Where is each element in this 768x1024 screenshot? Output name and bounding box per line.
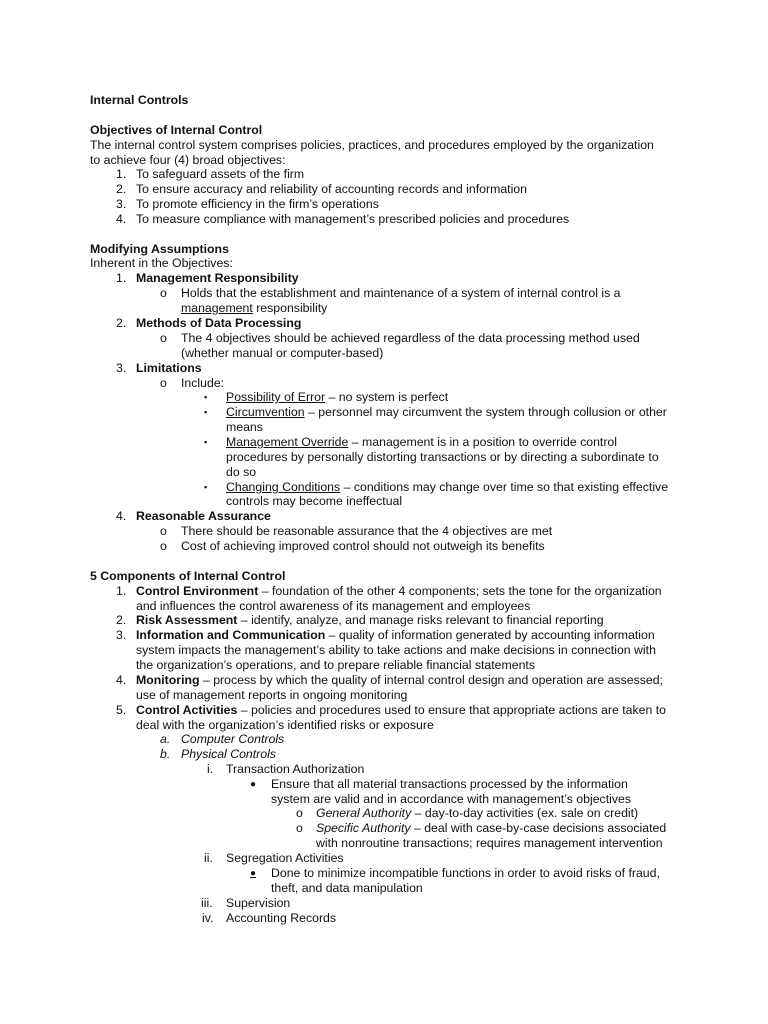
authority-title: Specific Authority <box>316 821 411 835</box>
section-heading-components: 5 Components of Internal Control <box>90 569 286 583</box>
component-item <box>136 613 604 628</box>
bullet-item: Ensure that all material transactions processed by the information <box>271 777 628 791</box>
list-item: To measure compliance with management’s prescribed policies and procedures <box>136 212 570 226</box>
list-number: 2. <box>116 613 127 627</box>
section-heading-objectives: Objectives of Internal Control <box>90 123 263 137</box>
underlined-term: Circumvention <box>226 405 305 419</box>
list-item-title: Methods of Data Processing <box>136 316 302 330</box>
alpha-marker: a. <box>160 732 171 746</box>
limitation-text: – management is in a position to override control <box>348 435 617 449</box>
list-number: 3. <box>116 628 127 642</box>
limitation-text: – conditions may change over time so that existing effective <box>340 480 669 494</box>
component-cont: deal with the organization’s identified risks or exposure <box>136 718 434 732</box>
sub-item: Cost of achieving improved control should not outweigh its benefits <box>181 539 545 553</box>
limitation-item <box>226 435 617 450</box>
circle-bullet: o <box>296 821 303 835</box>
list-item-title: Management Responsibility <box>136 271 299 285</box>
component-item <box>136 703 666 718</box>
list-number: 2. <box>116 316 127 330</box>
list-item-title: Limitations <box>136 361 202 375</box>
component-cont: use of management reports in ongoing monitoring <box>136 688 408 702</box>
component-text: – policies and procedures used to ensure that appropriate actions are taken to <box>237 703 666 717</box>
authority-title: General Authority <box>316 806 412 820</box>
component-title: Monitoring <box>136 673 200 687</box>
limitation-cont: controls may become ineffectual <box>226 494 403 508</box>
list-number: 3. <box>116 197 127 211</box>
sub-item: Include: <box>181 376 225 390</box>
roman-marker: i. <box>207 762 214 776</box>
square-bullet: ▪ <box>204 437 208 447</box>
component-title: Control Environment <box>136 584 259 598</box>
circle-bullet: o <box>296 806 303 820</box>
authority-cont: with nonroutine transactions; requires management intervention <box>316 836 663 850</box>
sub-sub-item: Segregation Activities <box>226 851 344 865</box>
sub-sub-item: Supervision <box>226 896 291 910</box>
sub-item: Physical Controls <box>181 747 276 761</box>
limitation-item <box>226 405 667 420</box>
component-item <box>136 673 663 688</box>
sub-item: Computer Controls <box>181 732 285 746</box>
list-number: 1. <box>116 167 127 181</box>
component-text: – process by which the quality of internal control design and operation are assessed; <box>199 673 663 687</box>
sub-item: Holds that the establishment and maintenance of a system of internal control is a <box>181 286 621 300</box>
list-number: 1. <box>116 584 127 598</box>
component-title: Control Activities <box>136 703 238 717</box>
bullet-item: Done to minimize incompatible functions in order to avoid risks of fraud, <box>271 866 660 880</box>
list-number: 1. <box>116 271 127 285</box>
bullet-cont: theft, and data manipulation <box>271 881 423 895</box>
alpha-marker: b. <box>160 747 171 761</box>
list-number: 2. <box>116 182 127 196</box>
roman-marker: iv. <box>202 911 214 925</box>
roman-marker: ii. <box>204 851 213 865</box>
list-number: 3. <box>116 361 127 375</box>
paragraph-line: to achieve four (4) broad objectives: <box>90 153 286 167</box>
underlined-term: management <box>181 301 253 315</box>
limitation-cont: means <box>226 420 263 434</box>
authority-item <box>316 821 666 836</box>
list-number: 4. <box>116 509 127 523</box>
document-title: Internal Controls <box>90 93 189 107</box>
sub-item-cont: (whether manual or computer-based) <box>181 346 384 360</box>
square-bullet: ▪ <box>204 482 208 492</box>
paragraph-line: Inherent in the Objectives: <box>90 256 233 270</box>
authority-text: – day-to-day activities (ex. sale on credit) <box>411 806 639 820</box>
square-bullet: ▪ <box>204 392 208 402</box>
roman-marker: iii. <box>201 896 213 910</box>
sub-sub-item: Accounting Records <box>226 911 337 925</box>
limitation-cont: procedures by personally distorting transactions or by directing a subordinate to <box>226 450 659 464</box>
list-number: 4. <box>116 212 127 226</box>
component-text: – quality of information generated by accounting information <box>325 628 655 642</box>
component-title: Information and Communication <box>136 628 326 642</box>
list-item: To ensure accuracy and reliability of accounting records and information <box>136 182 527 196</box>
sub-item: The 4 objectives should be achieved regardless of the data processing method used <box>181 331 640 345</box>
component-cont: system impacts the management’s ability to take actions and make decisions in connection with <box>136 643 656 657</box>
list-number: 5. <box>116 703 127 717</box>
limitation-cont: do so <box>226 465 257 479</box>
underlined-term: Changing Conditions <box>226 480 341 494</box>
limitation-text: – personnel may circumvent the system through collusion or other <box>304 405 667 419</box>
component-title: Risk Assessment <box>136 613 238 627</box>
limitation-item <box>226 390 448 405</box>
authority-item <box>316 806 638 821</box>
sub-item-text: responsibility <box>252 301 328 315</box>
list-number: 4. <box>116 673 127 687</box>
limitation-item <box>226 480 668 495</box>
circle-bullet: o <box>160 524 167 538</box>
dot-bullet: ● <box>250 868 257 879</box>
list-item: To promote efficiency in the firm’s operations <box>136 197 379 211</box>
component-cont: the organization’s operations, and to prepare reliable financial statements <box>136 658 535 672</box>
component-item <box>136 584 662 599</box>
limitation-text: – no system is perfect <box>325 390 449 404</box>
component-text: – identify, analyze, and manage risks relevant to financial reporting <box>237 613 604 627</box>
section-heading-assumptions: Modifying Assumptions <box>90 242 229 256</box>
circle-bullet: o <box>160 331 167 345</box>
underlined-term: Management Override <box>226 435 349 449</box>
dot-bullet: ● <box>250 779 257 790</box>
paragraph-line: The internal control system comprises policies, practices, and procedures employed by the organization <box>90 138 654 152</box>
circle-bullet: o <box>160 539 167 553</box>
square-bullet: ▪ <box>204 407 208 417</box>
underlined-term: Possibility of Error <box>226 390 326 404</box>
circle-bullet: o <box>160 286 167 300</box>
bullet-cont: system are valid and in accordance with management’s objectives <box>271 792 631 806</box>
sub-item-cont <box>181 301 327 316</box>
component-cont: and influences the control awareness of its management and employees <box>136 599 531 613</box>
component-item <box>136 628 655 643</box>
sub-sub-item: Transaction Authorization <box>226 762 365 776</box>
sub-item: There should be reasonable assurance that the 4 objectives are met <box>181 524 553 538</box>
list-item: To safeguard assets of the firm <box>136 167 305 181</box>
component-text: – foundation of the other 4 components; sets the tone for the organization <box>258 584 662 598</box>
authority-text: – deal with case-by-case decisions associated <box>410 821 667 835</box>
circle-bullet: o <box>160 376 167 390</box>
list-item-title: Reasonable Assurance <box>136 509 271 523</box>
